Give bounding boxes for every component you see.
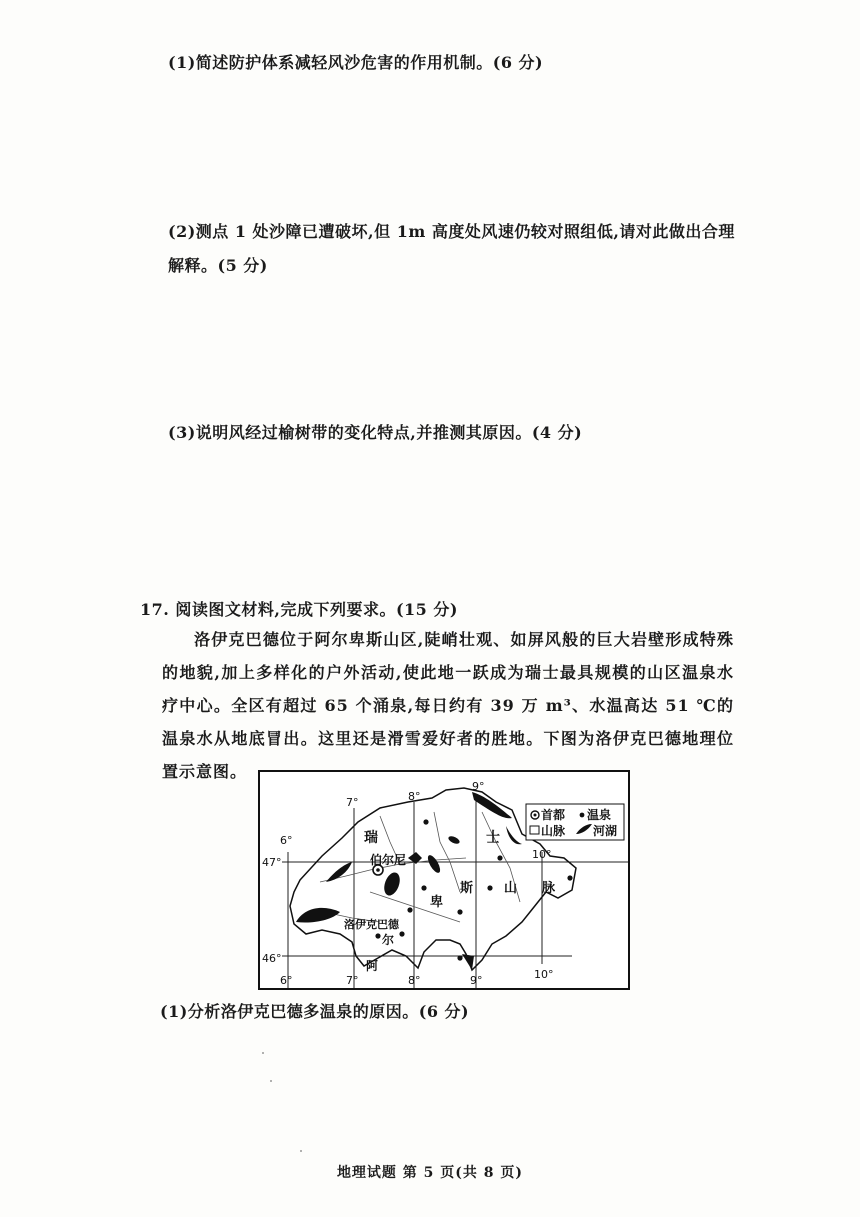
legend-mountain-label: 山脉 [541, 824, 566, 838]
label-mai: 脉 [542, 881, 556, 896]
question-17-title: 17. 阅读图文材料,完成下列要求。(15 分) [140, 600, 458, 619]
tick-lon-bottom-8: 8° [408, 974, 421, 987]
page-footer: 地理试题 第 5 页(共 8 页) [336, 1165, 524, 1181]
question-2: (2)测点 1 处沙障已遭破坏,但 1m 高度处风速仍较对照组低,请对此做出合理解释。(5 分) [168, 222, 735, 275]
tick-lon-bottom-7: 7° [346, 974, 359, 987]
label-bei: 卑 [430, 895, 444, 910]
legend-river-label: 河湖 [593, 824, 618, 838]
canton-borders [320, 812, 520, 922]
scan-speck [300, 1150, 302, 1152]
tick-lon-top-7: 7° [346, 796, 359, 809]
label-leukerbad: 洛伊克巴德 [344, 918, 399, 931]
tick-lon-top-8: 8° [408, 790, 421, 803]
label-rui: 瑞 [364, 830, 378, 846]
tick-lon-bottom-10: 10° [534, 968, 554, 981]
legend-capital-label: 首都 [541, 808, 566, 822]
question-17-material: 洛伊克巴德位于阿尔卑斯山区,陡峭壮观、如屏风般的巨大岩壁形成特殊的地貌,加上多样化的户外活动,使此地一跃成为瑞士最具规模的山区温泉水疗中心。全区有超过 65 个涌泉,每日约有 39 万 m³、水温高达 51 ℃的温泉水从地底冒出。这里还是滑雪爱好者的胜地。下图为洛伊克巴德地理位置示意图。 [162, 630, 734, 781]
question-17-sub-1: (1)分析洛伊克巴德多温泉的原因。(6 分) [160, 1002, 470, 1021]
tick-lon-extra-6: 6° [280, 834, 293, 847]
label-shi: 士 [486, 830, 500, 846]
leukerbad-location-map [258, 770, 630, 990]
legend-spring-label: 温泉 [587, 808, 612, 822]
question-3: (3)说明风经过榆树带的变化特点,并推测其原因。(4 分) [168, 423, 583, 442]
lakes-rivers [296, 792, 522, 970]
label-si: 斯 [460, 881, 474, 896]
tick-lat-47: 47° [262, 856, 282, 869]
tick-lon-bottom-9: 9° [470, 974, 483, 987]
tick-lat-46: 46° [262, 952, 282, 965]
label-bern: 伯尔尼 [370, 853, 407, 867]
tick-lon-bottom-6: 6° [280, 974, 293, 987]
label-shan: 山 [504, 881, 518, 896]
scan-speck [270, 1080, 272, 1082]
label-er: 尔 [382, 933, 395, 947]
tick-lon-top-9: 9° [472, 780, 485, 793]
scan-speck [262, 1052, 264, 1054]
question-1: (1)简述防护体系减轻风沙危害的作用机制。(6 分) [168, 53, 544, 72]
tick-lon-extra-10: 10° [532, 848, 552, 861]
label-a: 阿 [366, 959, 379, 973]
